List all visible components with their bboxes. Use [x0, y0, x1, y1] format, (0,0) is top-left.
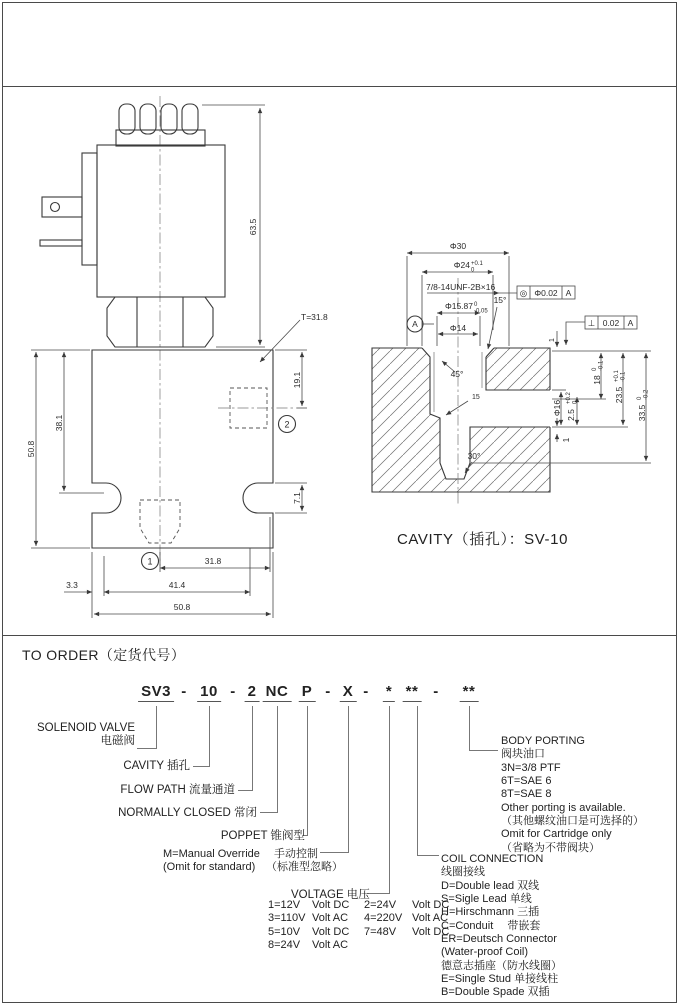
dim-23-5 [614, 369, 627, 403]
label-cavity: CAVITY 插孔 [123, 760, 190, 772]
body-porting-line: BODY PORTING [501, 735, 585, 747]
code-poppet: P [299, 683, 316, 702]
to-order-heading: TO ORDER（定货代号） [22, 647, 186, 663]
dim-18 [592, 360, 605, 385]
gdt1-datum-ref: A [565, 288, 572, 298]
dim-phi24-tol-bot: 0 [471, 267, 475, 274]
dim-t-31-8: T=31.8 [301, 312, 328, 322]
angle-15-small: 15 [472, 394, 480, 401]
dim-phi30: Φ30 [449, 241, 467, 251]
dim-thread: 7/8-14UNF-2B×16 [426, 282, 496, 292]
coil-connection-line: ER=Deutsch Connector [441, 933, 557, 946]
svg-text:-0.1: -0.1 [598, 360, 605, 371]
svg-text:+0.1: +0.1 [614, 370, 620, 382]
code-dash-4: - [363, 683, 369, 700]
gdt1-value: Φ0.02 [534, 288, 558, 298]
svg-text:18: 18 [592, 375, 602, 385]
svg-text:0: 0 [592, 367, 598, 371]
dim-33-5 [637, 389, 650, 421]
label-manual-override-zh: 手动控制 （标准型忽略） [266, 848, 343, 873]
coil-connection-line: COIL CONNECTION [441, 853, 544, 865]
solenoid-valve-drawing [26, 96, 328, 618]
dim-41-4: 41.4 [168, 580, 186, 590]
voltage-row: 3=110V Volt AC 4=220V Volt AC [268, 912, 449, 925]
dim-phi16: Φ16 [552, 399, 562, 417]
code-coil-connection: ** [403, 683, 422, 702]
coil-connection-line: B=Double Spade 双插 [441, 986, 550, 999]
dim-38-1: 38.1 [54, 414, 64, 432]
svg-text:+0.2: +0.2 [566, 392, 572, 404]
angle-15: 15° [493, 295, 507, 305]
dim-phi15-87-tol-bot: -0.05 [474, 308, 488, 315]
dim-step-1-bottom: 1 [561, 437, 571, 443]
dim-phi15-87-tol-top: 0 [474, 302, 478, 308]
body-porting-line: 阀块油口 [501, 748, 545, 761]
svg-text:-0.1: -0.1 [620, 371, 627, 382]
label-poppet: POPPET 锥阀型 [220, 830, 305, 842]
datum-a-label: A [412, 319, 418, 329]
coil-connection-line: S=Sigle Lead 单线 [441, 893, 532, 906]
body-porting-line: 3N=3/8 PTF [501, 761, 561, 774]
dim-19-1: 19.1 [292, 371, 302, 389]
body-porting-line: Other porting is available. [501, 801, 626, 814]
port-2-number: 2 [284, 419, 290, 430]
dim-63-5: 63.5 [248, 218, 258, 236]
code-flow-path: 2 [245, 683, 260, 702]
coil-connection-line: 德意志插座（防水线圈） [441, 959, 562, 972]
code-dash-3: - [325, 683, 331, 700]
label-flow-path: FLOW PATH 流量通道 [120, 784, 235, 796]
coil-connection-line: 线圈接线 [441, 866, 485, 879]
dim-3-3: 3.3 [66, 580, 78, 590]
code-dash-5: - [433, 683, 439, 700]
coil-connection-line: C=Conduit 带嵌套 [441, 919, 541, 932]
port-1-number: 1 [147, 556, 153, 567]
code-body-porting: ** [460, 683, 479, 702]
coil-connection-line: E=Single Stud 单接线柱 [441, 973, 559, 986]
code-sv3: SV3 [138, 683, 174, 702]
dim-phi15-87: Φ15.87 [444, 301, 473, 311]
gdt1-symbol: ◎ [519, 288, 528, 298]
coil-connection-line: (Water-proof Coil) [441, 946, 528, 959]
angle-45: 45° [450, 369, 464, 379]
svg-text:0: 0 [637, 396, 643, 400]
body-porting-block [501, 735, 644, 855]
body-porting-line: 6T=SAE 6 [501, 775, 552, 788]
body-porting-line: （其他螺纹油口是可选择的） [501, 815, 644, 828]
voltage-row: 8=24V Volt AC [268, 939, 349, 952]
gdt2-value: 0.02 [602, 318, 620, 328]
cavity-title: CAVITY（插孔）：SV-10 [397, 531, 569, 548]
dim-7-1: 7.1 [292, 492, 302, 504]
svg-text:-0.2: -0.2 [643, 389, 650, 400]
coil-body [40, 145, 225, 297]
code-dash-2: - [230, 683, 236, 700]
svg-text:33.5: 33.5 [637, 404, 647, 422]
coil-connection-line: D=Double lead 双线 [441, 879, 540, 892]
code-voltage: * [383, 683, 395, 702]
valve-dimension-lines [31, 105, 307, 618]
svg-text:23.5: 23.5 [614, 386, 624, 404]
code-cavity: 10 [197, 683, 221, 702]
label-solenoid-valve: SOLENOID VALVE 电磁阀 [37, 722, 135, 747]
gdt2-symbol: ⊥ [587, 318, 596, 328]
coil-connection-line: H=Hirschmann 三插 [441, 906, 540, 919]
dim-step-1-top: 1 [549, 338, 556, 342]
label-normally-closed: NORMALLY CLOSED 常闭 [118, 807, 257, 819]
dim-50-8-left: 50.8 [26, 440, 36, 458]
order-section-divider [2, 635, 677, 636]
dim-50-8-bottom: 50.8 [173, 602, 191, 612]
code-nc: NC [263, 683, 292, 702]
body-porting-line: Omit for Cartridge only [501, 828, 612, 841]
body-porting-line: 8T=SAE 8 [501, 788, 552, 801]
voltage-row: 1=12V Volt DC 2=24V Volt DC [268, 899, 450, 911]
dim-phi24: Φ24 [453, 260, 470, 270]
dim-phi14: Φ14 [449, 323, 467, 333]
dim-phi24-tol-top: +0.1 [471, 261, 483, 267]
gdt2-datum-ref: A [627, 318, 634, 328]
valve-top-nut [116, 104, 205, 146]
cavity-drawing [372, 241, 651, 506]
svg-text:0: 0 [572, 400, 579, 404]
voltage-table [268, 899, 449, 952]
valve-body [92, 350, 273, 548]
code-dash-1: - [181, 683, 187, 700]
voltage-row: 5=10V Volt DC 7=48V Volt DC [268, 925, 450, 938]
voltage-title: VOLTAGE 电压 [291, 889, 370, 901]
svg-text:2.5: 2.5 [566, 409, 576, 421]
angle-30: 30° [467, 451, 481, 461]
body-porting-line: （省略为不带阀块） [501, 841, 600, 854]
coil-connection-block [441, 853, 562, 1000]
label-manual-override-en: M=Manual Override (Omit for standard) [163, 848, 260, 873]
code-manual: X [340, 683, 357, 702]
dim-31-8: 31.8 [204, 556, 222, 566]
